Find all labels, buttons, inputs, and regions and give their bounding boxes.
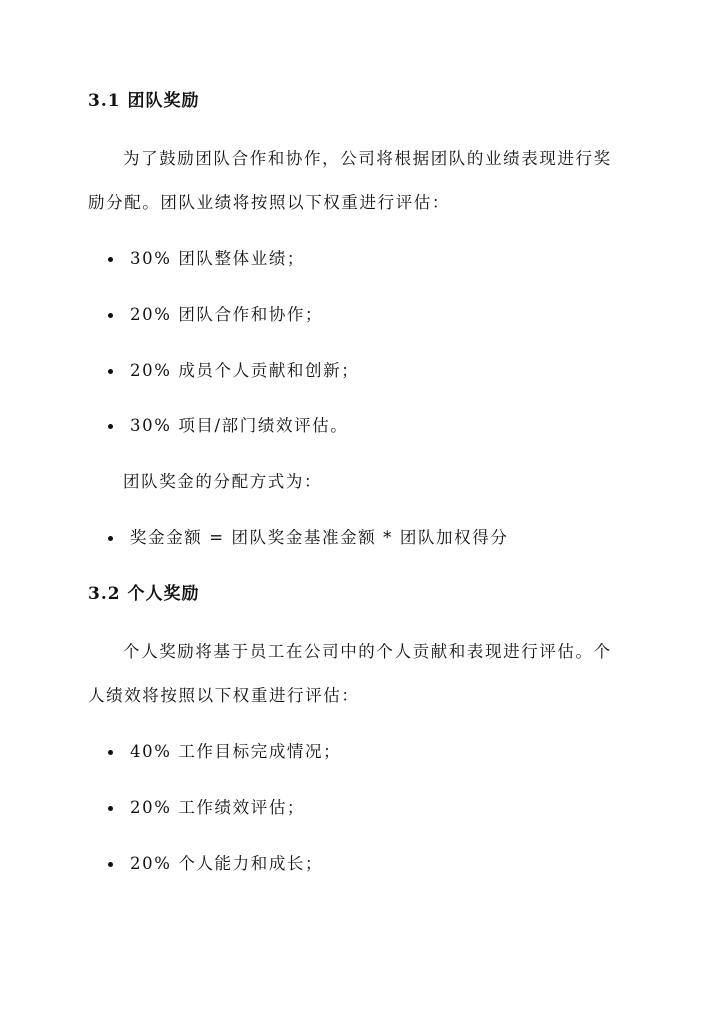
list-item-text: 20% 工作绩效评估； [130,798,306,817]
team-reward-paragraph-line-1: 为了鼓励团队合作和协作，公司将根据团队的业绩表现进行奖 [123,149,612,168]
section-heading-team-reward: 3.1 团队奖励 [88,91,200,111]
list-item [108,305,323,325]
list-item [108,854,323,874]
bullet-icon [108,750,113,755]
bullet-icon [108,313,113,318]
list-item-text: 30% 项目/部门绩效评估。 [130,416,349,435]
list-item-text: 20% 个人能力和成长； [130,854,324,873]
bullet-icon [108,424,113,429]
list-item [108,742,341,762]
list-item-text: 30% 团队整体业绩； [130,249,306,268]
bullet-icon [108,536,113,541]
bullet-icon [108,257,113,262]
team-bonus-intro: 团队奖金的分配方式为： [123,472,323,491]
list-item-text: 20% 团队合作和协作； [130,305,324,324]
list-item-text: 40% 工作目标完成情况； [130,742,342,761]
list-item-text: 20% 成员个人贡献和创新； [130,361,360,380]
bullet-icon [108,862,113,867]
bullet-icon [108,806,113,811]
bullet-icon [108,369,113,374]
team-reward-paragraph-line-2: 励分配。团队业绩将按照以下权重进行评估： [88,193,450,212]
list-item [108,361,359,381]
list-item [108,528,508,548]
list-item [108,798,305,818]
individual-reward-paragraph-line-2: 人绩效将按照以下权重进行评估： [88,686,360,705]
section-heading-individual-reward: 3.2 个人奖励 [88,584,200,604]
individual-reward-paragraph-line-1: 个人奖励将基于员工在公司中的个人贡献和表现进行评估。个 [123,642,612,661]
list-item [108,416,348,436]
list-item [108,249,305,269]
bonus-formula-text: 奖金金额 = 团队奖金基准金额 * 团队加权得分 [130,528,509,547]
